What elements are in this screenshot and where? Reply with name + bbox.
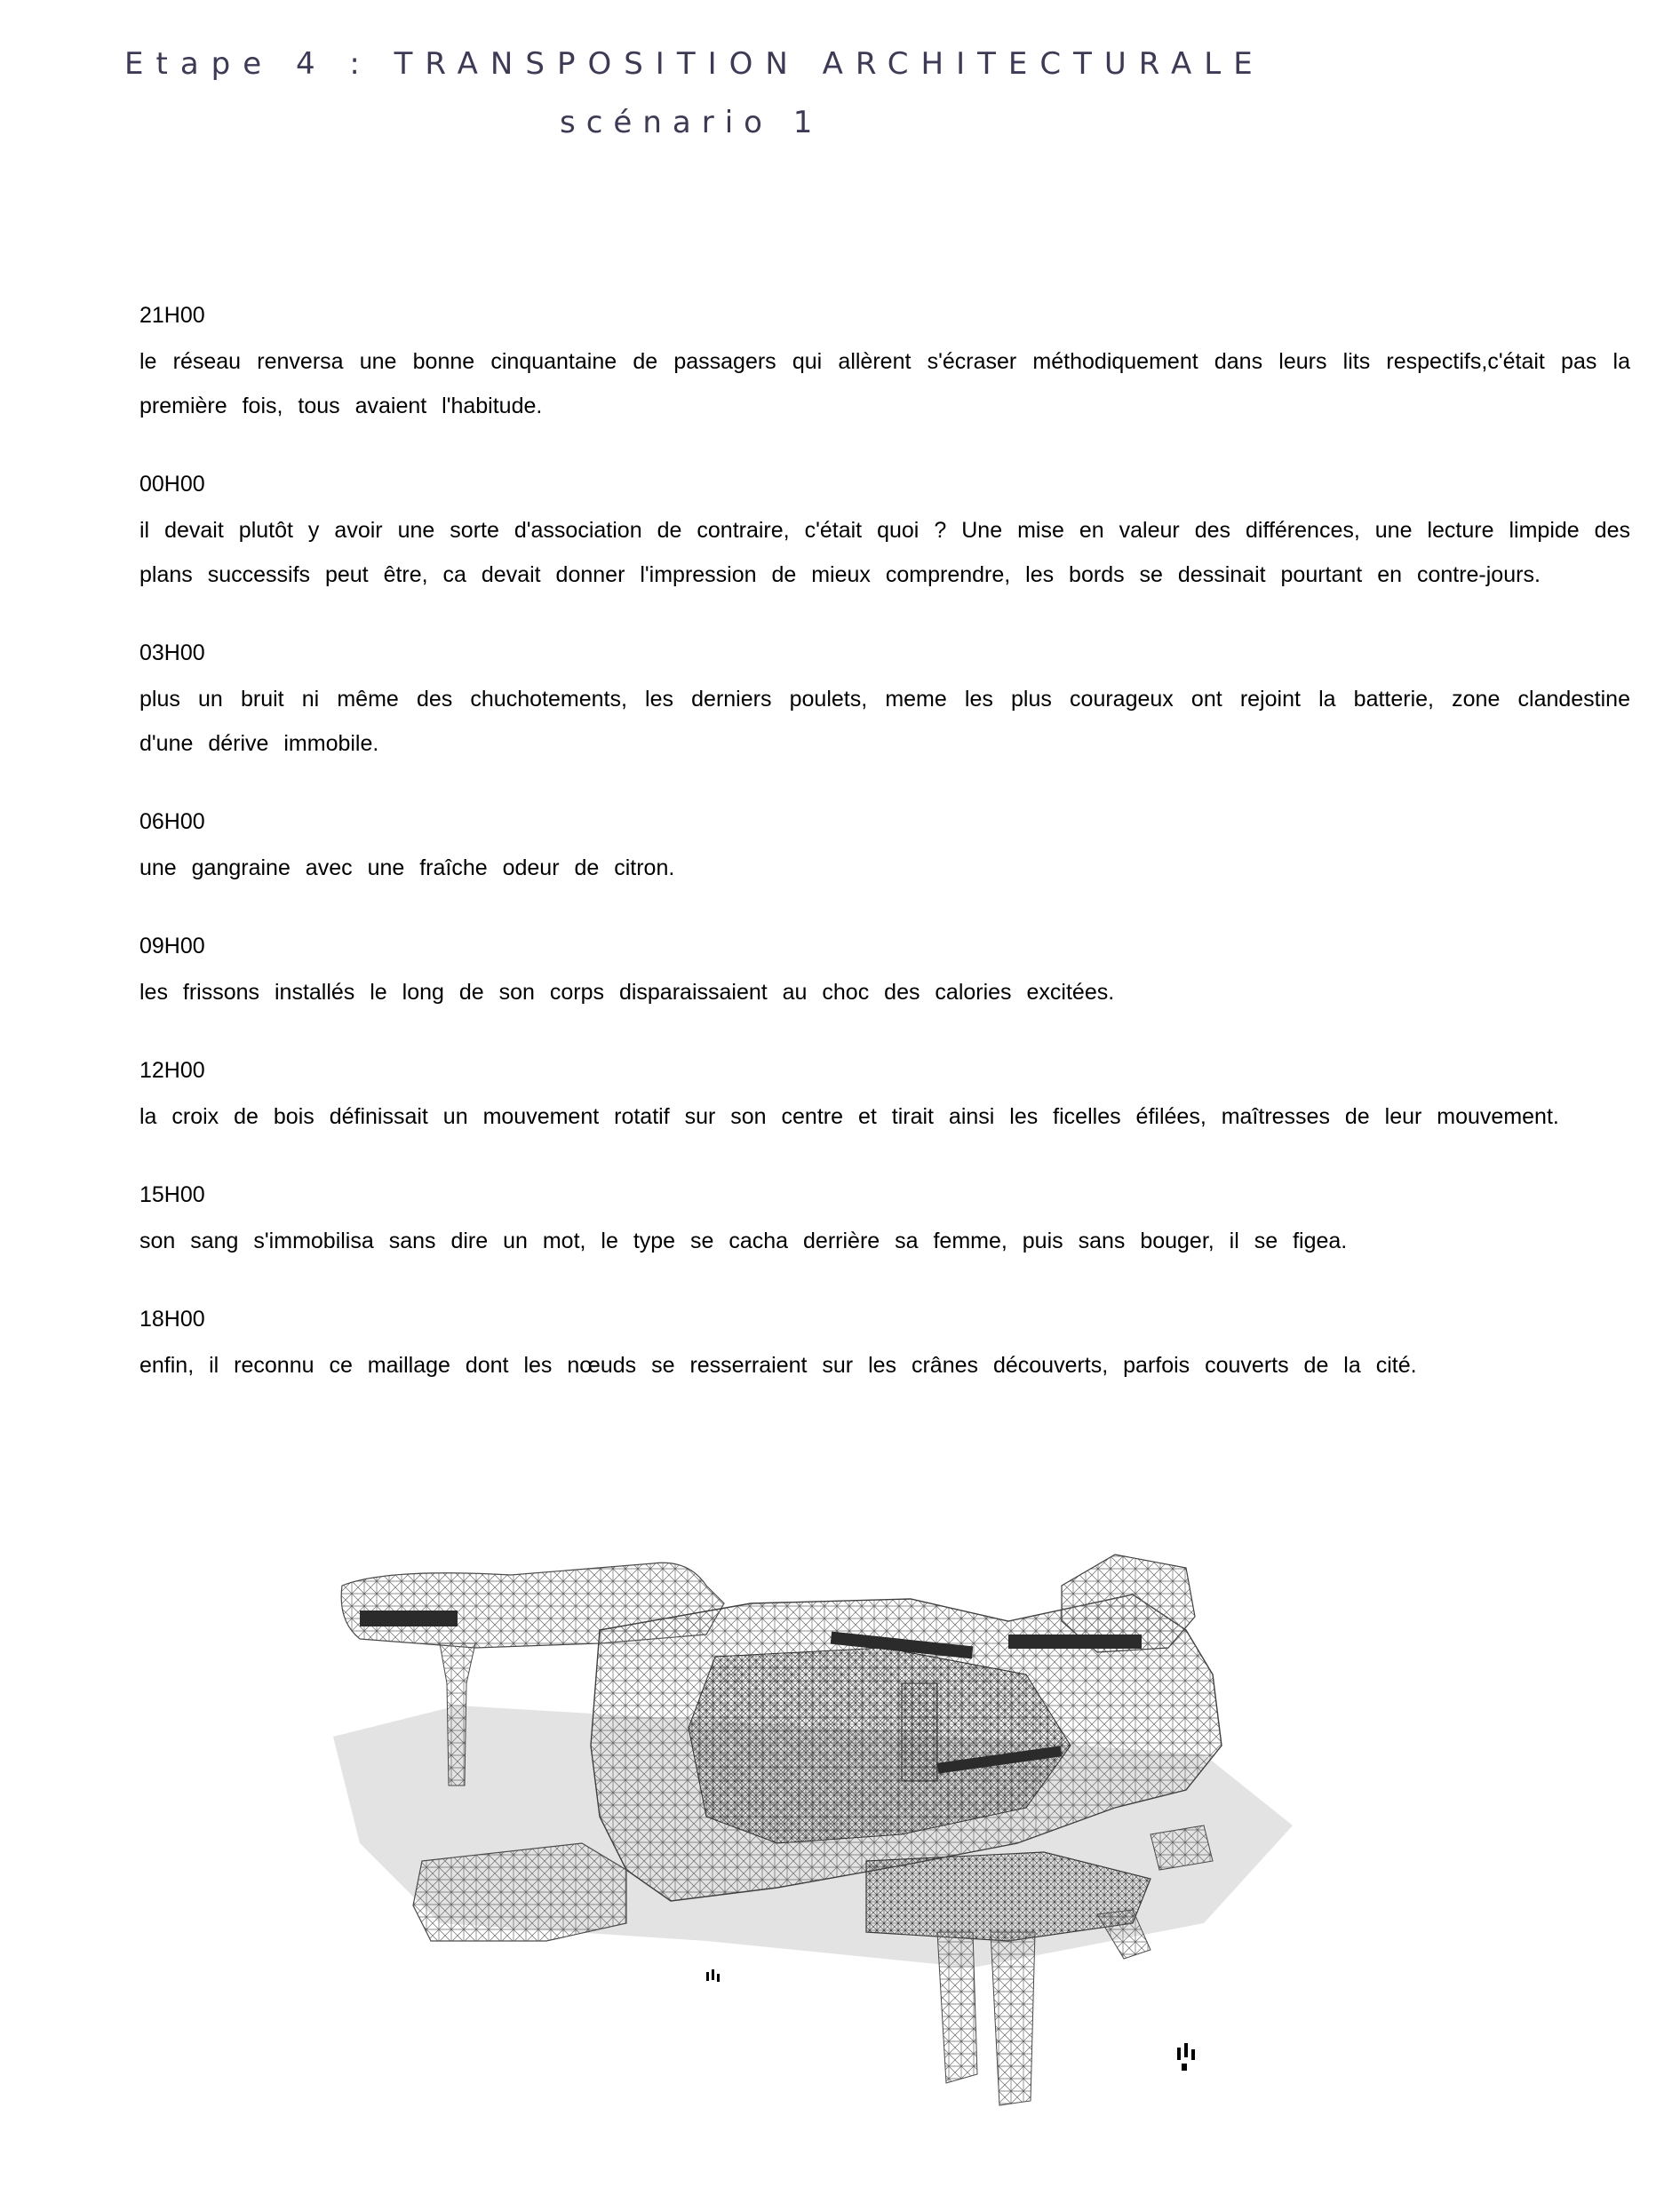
entry-time: 21H00 bbox=[139, 303, 205, 328]
platform-leg-left bbox=[937, 1932, 977, 2083]
page-subtitle: scénario 1 bbox=[560, 105, 824, 140]
entry-text: plus un bruit ni même des chuchotements, les derniers poulets, meme les plus courageux ont rejoint la batterie, zone clandestine d'une dérive immobile. bbox=[139, 687, 1630, 756]
wireframe-structure-drawing bbox=[333, 1550, 1355, 2110]
entry-text: la croix de bois définissait un mouvement rotatif sur son centre et tirait ainsi les ficelles éfilées, maîtresses de leur mouvement. bbox=[139, 1104, 1559, 1129]
entry-text: enfin, il reconnu ce maillage dont les nœuds se resserraient sur les crânes découverts, parfois couverts de la cité. bbox=[139, 1353, 1417, 1378]
entry-text: une gangraine avec une fraîche odeur de citron. bbox=[139, 855, 675, 880]
timeline-entry bbox=[139, 933, 1630, 1014]
entry-time: 15H00 bbox=[139, 1182, 205, 1207]
timeline-entry bbox=[139, 1306, 1630, 1388]
tower-window bbox=[1008, 1634, 1142, 1649]
entry-time: 12H00 bbox=[139, 1058, 205, 1083]
human-figures-right bbox=[1177, 2043, 1195, 2071]
platform-leg-mid bbox=[991, 1932, 1035, 2105]
entry-text: il devait plutôt y avoir une sorte d'association de contraire, c'était quoi ? Une mise en valeur des différences, une lecture limpide des plans successifs peut être, ca devait donner l'impression de mieux comprendre, les bords se dessinait pourtant en contre-jours. bbox=[139, 518, 1630, 587]
timeline-entry bbox=[139, 640, 1630, 766]
timeline-entries bbox=[139, 302, 1630, 1430]
entry-time: 00H00 bbox=[139, 472, 205, 497]
timeline-entry bbox=[139, 302, 1630, 428]
architectural-wireframe-render bbox=[333, 1550, 1355, 2110]
entry-text: son sang s'immobilisa sans dire un mot, le type se cacha derrière sa femme, puis sans bouger, il se figea. bbox=[139, 1229, 1348, 1253]
entry-text: le réseau renversa une bonne cinquantaine de passagers qui allèrent s'écraser méthodiquement dans leurs lits respectifs,c'était pas la première fois, tous avaient l'habitude. bbox=[139, 349, 1630, 418]
timeline-entry bbox=[139, 471, 1630, 597]
entry-time: 18H00 bbox=[139, 1307, 205, 1332]
timeline-entry bbox=[139, 1057, 1630, 1139]
entry-time: 03H00 bbox=[139, 640, 205, 665]
entry-text: les frissons installés le long de son corps disparaissaient au choc des calories excitées. bbox=[139, 980, 1115, 1005]
circulation-core bbox=[902, 1683, 937, 1781]
left-arm-window bbox=[360, 1610, 458, 1626]
page-title: Etape 4 : TRANSPOSITION ARCHITECTURALE bbox=[124, 46, 1265, 82]
entry-time: 09H00 bbox=[139, 934, 205, 958]
human-figures-left bbox=[706, 1969, 720, 1982]
entry-time: 06H00 bbox=[139, 809, 205, 834]
timeline-entry bbox=[139, 808, 1630, 890]
timeline-entry bbox=[139, 1181, 1630, 1263]
